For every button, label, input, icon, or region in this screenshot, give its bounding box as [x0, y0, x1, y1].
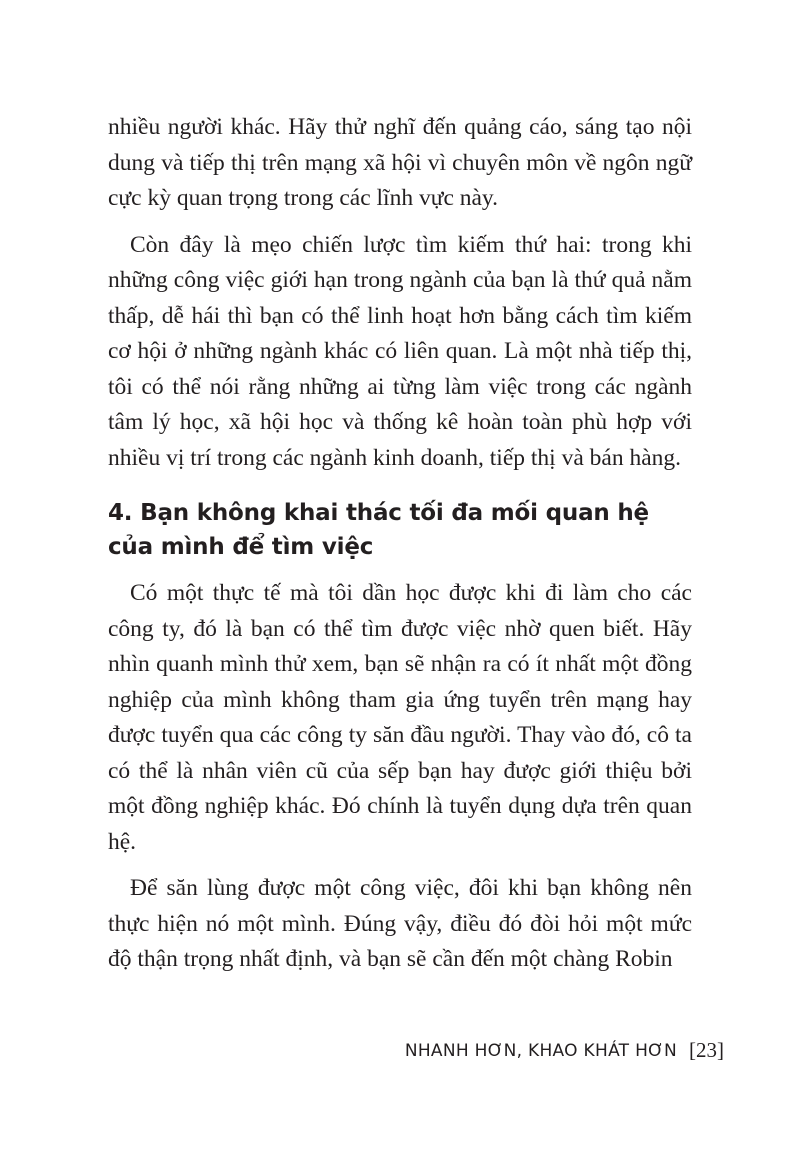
body-paragraph: Để săn lùng được một công việc, đôi khi bạn không nên thực hiện nó một mình. Đúng vậy, điều đó đòi hỏi một mức độ thận trọng nhất định, và bạn sẽ cần đến một chàng Robin — [108, 875, 692, 972]
body-paragraph: nhiều người khác. Hãy thử nghĩ đến quảng cáo, sáng tạo nội dung và tiếp thị trên mạng xã hội vì chuyên môn về ngôn ngữ cực kỳ quan trọng trong các lĩnh vực này. — [108, 114, 692, 211]
page-body — [108, 110, 692, 989]
running-title: NHANH HƠN, KHAO KHÁT HƠN — [404, 1040, 677, 1061]
section-heading: 4. Bạn không khai thác tối đa mối quan hệ của mình để tìm việc — [108, 500, 649, 560]
body-paragraph: Có một thực tế mà tôi dần học được khi đi làm cho các công ty, đó là bạn có thể tìm được việc nhờ quen biết. Hãy nhìn quanh mình thử xem, bạn sẽ nhận ra có ít nhất một đồng nghiệp của mình không tham gia ứng tuyển trên mạng hay được tuyển qua các công ty săn đầu người. Thay vào đó, cô ta có thể là nhân viên cũ của sếp bạn hay được giới thiệu bởi một đồng nghiệp khác. Đó chính là tuyển dụng dựa trên quan hệ. — [108, 580, 692, 855]
page-number: [23] — [689, 1038, 724, 1062]
body-paragraph: Còn đây là mẹo chiến lược tìm kiếm thứ hai: trong khi những công việc giới hạn trong ngành của bạn là thứ quả nằm thấp, dễ hái thì bạn có thể linh hoạt hơn bằng cách tìm kiếm cơ hội ở những ngành khác có liên quan. Là một nhà tiếp thị, tôi có thể nói rằng những ai từng làm việc trong các ngành tâm lý học, xã hội học và thống kê hoàn toàn phù hợp với nhiều vị trí trong các ngành kinh doanh, tiếp thị và bán hàng. — [108, 231, 692, 471]
page-footer — [405, 1038, 724, 1063]
